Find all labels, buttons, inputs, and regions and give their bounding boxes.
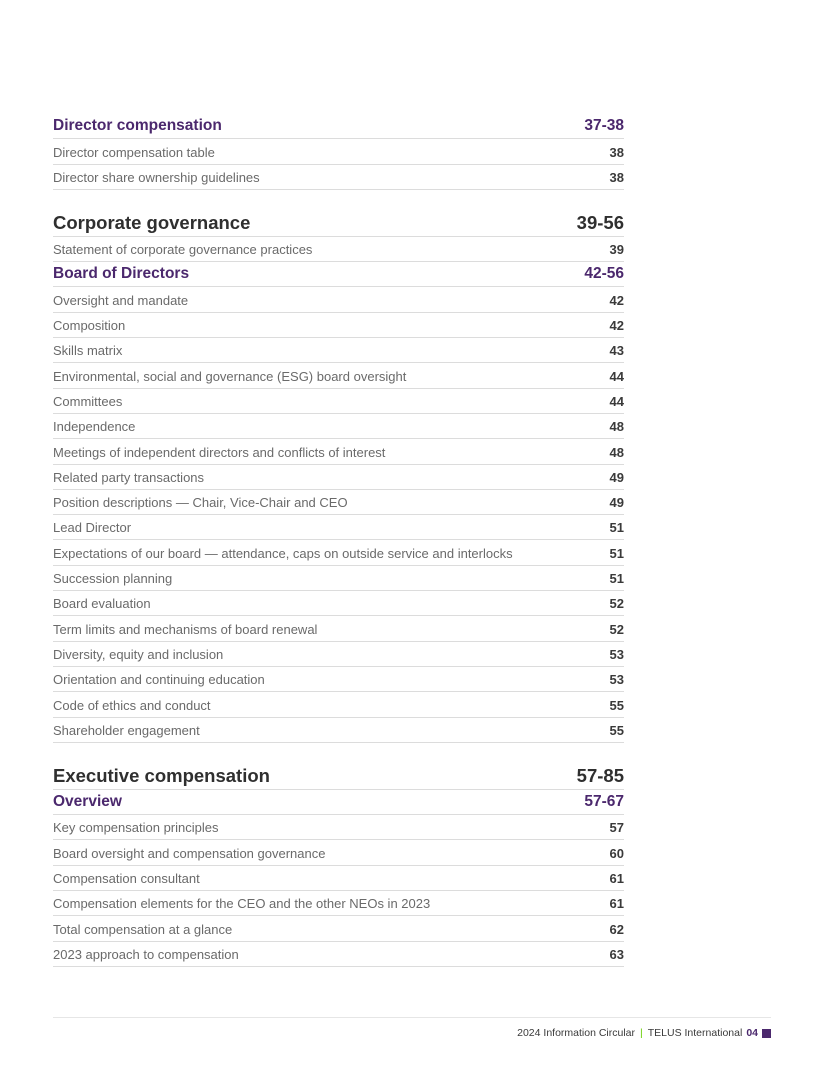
toc-label: Succession planning	[53, 571, 173, 587]
toc-entry[interactable]	[53, 916, 624, 941]
toc-entry[interactable]	[53, 237, 624, 262]
toc-label: Board evaluation	[53, 596, 151, 612]
toc-page-number: 38	[609, 144, 624, 160]
toc-label: Director compensation	[53, 117, 222, 135]
toc-page-number: 51	[609, 545, 624, 561]
toc-subsection-heading[interactable]	[53, 790, 624, 815]
toc-label: Total compensation at a glance	[53, 921, 233, 937]
toc-label: Code of ethics and conduct	[53, 697, 211, 713]
toc-page-number: 53	[609, 672, 624, 688]
toc-label: Statement of corporate governance practices	[53, 242, 313, 258]
toc-page-number: 48	[609, 419, 624, 435]
toc-entry[interactable]	[53, 287, 624, 312]
footer-page-number: 04	[746, 1027, 758, 1039]
toc-page-number: 57-85	[576, 764, 624, 786]
toc-label: Overview	[53, 793, 122, 811]
toc-page-number: 49	[609, 469, 624, 485]
toc-page-number: 63	[609, 946, 624, 962]
toc-label: Corporate governance	[53, 211, 251, 233]
toc-entry[interactable]	[53, 338, 624, 363]
toc-page-number: 55	[609, 722, 624, 738]
table-of-contents	[53, 114, 624, 967]
toc-entry[interactable]	[53, 540, 624, 565]
toc-page-number: 61	[609, 896, 624, 912]
toc-label: Term limits and mechanisms of board renewal	[53, 621, 318, 637]
toc-entry[interactable]	[53, 815, 624, 840]
toc-page-number: 49	[609, 495, 624, 511]
toc-subsection-heading[interactable]	[53, 114, 624, 139]
toc-section-heading[interactable]	[53, 764, 624, 790]
toc-page-number: 52	[609, 596, 624, 612]
toc-label: Meetings of independent directors and conflicts of interest	[53, 444, 386, 460]
toc-entry[interactable]	[53, 465, 624, 490]
toc-label: Compensation elements for the CEO and the other NEOs in 2023	[53, 896, 431, 912]
toc-label: Lead Director	[53, 520, 132, 536]
toc-label: Compensation consultant	[53, 871, 200, 887]
toc-label: Independence	[53, 419, 136, 435]
toc-label: Shareholder engagement	[53, 722, 200, 738]
section-spacer	[53, 743, 624, 764]
toc-entry[interactable]	[53, 515, 624, 540]
toc-page-number: 62	[609, 921, 624, 937]
toc-entry[interactable]	[53, 718, 624, 743]
section-spacer	[53, 190, 624, 211]
toc-page-number: 38	[609, 169, 624, 185]
toc-entry[interactable]	[53, 439, 624, 464]
footer-separator: |	[640, 1027, 643, 1039]
toc-page-number: 51	[609, 571, 624, 587]
toc-entry[interactable]	[53, 566, 624, 591]
toc-label: 2023 approach to compensation	[53, 946, 239, 962]
toc-entry[interactable]	[53, 891, 624, 916]
toc-label: Expectations of our board — attendance, caps on outside service and interlocks	[53, 545, 513, 561]
toc-label: Position descriptions — Chair, Vice-Chair and CEO	[53, 495, 348, 511]
toc-page-number: 51	[609, 520, 624, 536]
toc-page-number: 61	[609, 871, 624, 887]
toc-label: Skills matrix	[53, 343, 123, 359]
toc-entry[interactable]	[53, 692, 624, 717]
toc-entry[interactable]	[53, 667, 624, 692]
toc-label: Key compensation principles	[53, 820, 219, 836]
toc-entry[interactable]	[53, 165, 624, 190]
toc-entry[interactable]	[53, 313, 624, 338]
toc-label: Diversity, equity and inclusion	[53, 646, 224, 662]
toc-entry[interactable]	[53, 591, 624, 616]
toc-page-number: 44	[609, 393, 624, 409]
toc-section-heading[interactable]	[53, 211, 624, 237]
toc-page-number: 39	[609, 242, 624, 258]
page-footer	[517, 1027, 771, 1039]
toc-entry[interactable]	[53, 363, 624, 388]
toc-entry[interactable]	[53, 616, 624, 641]
toc-label: Executive compensation	[53, 764, 270, 786]
toc-page-number: 55	[609, 697, 624, 713]
toc-page-number: 57	[609, 820, 624, 836]
toc-subsection-heading[interactable]	[53, 262, 624, 287]
toc-page-number: 48	[609, 444, 624, 460]
footer-divider	[53, 1017, 771, 1018]
toc-page-number: 42	[609, 292, 624, 308]
toc-page-number: 43	[609, 343, 624, 359]
toc-page-number: 57-67	[584, 793, 624, 811]
footer-company: TELUS International	[647, 1027, 743, 1039]
toc-page-number: 37-38	[584, 117, 624, 135]
toc-entry[interactable]	[53, 389, 624, 414]
toc-page-number: 42	[609, 318, 624, 334]
toc-page-number: 60	[609, 845, 624, 861]
toc-entry[interactable]	[53, 642, 624, 667]
toc-label: Committees	[53, 393, 123, 409]
toc-label: Oversight and mandate	[53, 292, 189, 308]
toc-page-number: 53	[609, 646, 624, 662]
toc-label: Related party transactions	[53, 469, 205, 485]
toc-label: Director compensation table	[53, 144, 215, 160]
toc-entry[interactable]	[53, 942, 624, 967]
toc-entry[interactable]	[53, 139, 624, 164]
footer-doc-title: 2024 Information Circular	[517, 1027, 636, 1039]
footer-square-icon	[762, 1029, 771, 1038]
toc-label: Director share ownership guidelines	[53, 169, 260, 185]
toc-page-number: 39-56	[576, 211, 624, 233]
toc-page-number: 42-56	[584, 265, 624, 283]
toc-entry[interactable]	[53, 490, 624, 515]
toc-label: Orientation and continuing education	[53, 672, 265, 688]
toc-entry[interactable]	[53, 414, 624, 439]
toc-label: Environmental, social and governance (ESG) board oversight	[53, 368, 407, 384]
toc-entry[interactable]	[53, 840, 624, 865]
toc-label: Board oversight and compensation governance	[53, 845, 326, 861]
toc-page-number: 44	[609, 368, 624, 384]
toc-label: Board of Directors	[53, 265, 190, 283]
toc-entry[interactable]	[53, 866, 624, 891]
toc-label: Composition	[53, 318, 126, 334]
toc-page-number: 52	[609, 621, 624, 637]
